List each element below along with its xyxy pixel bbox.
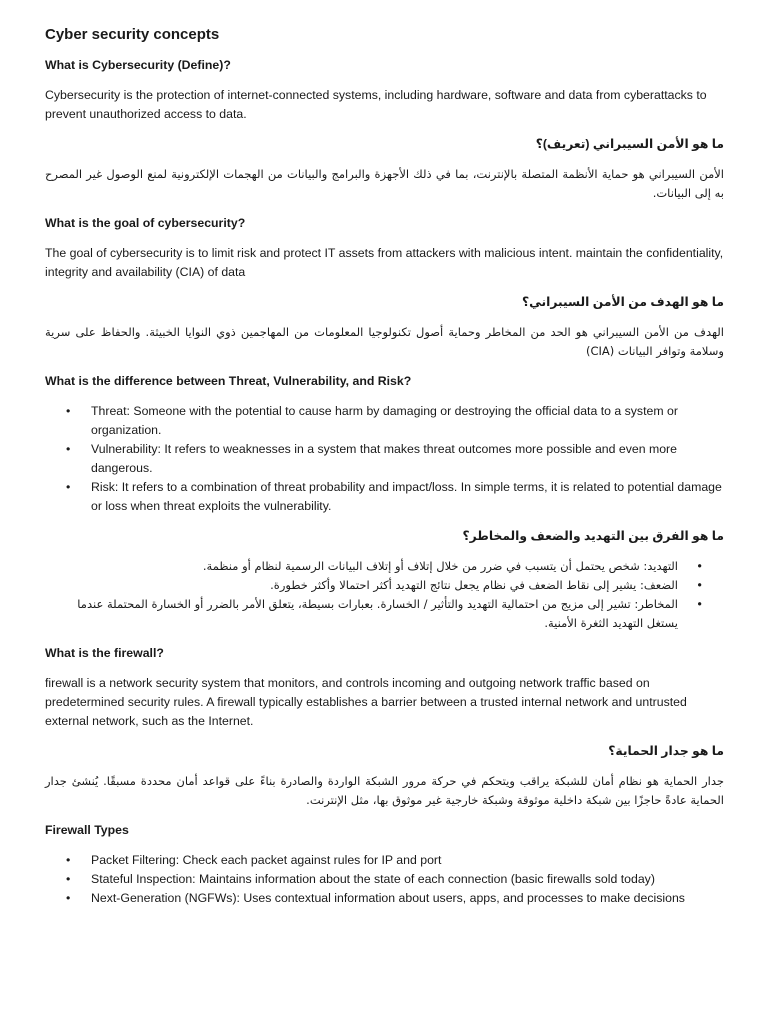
heading-goal-ar: ما هو الهدف من الأمن السيبراني؟ <box>521 295 724 309</box>
heading-difference-en: What is the difference between Threat, Vulnerability, and Risk? <box>45 374 412 388</box>
heading-define-en: What is Cybersecurity (Define)? <box>45 58 231 72</box>
heading-firewall-en: What is the firewall? <box>45 646 164 660</box>
paragraph-firewall-ar: جدار الحماية هو نظام أمان للشبكة يراقب ويتحكم في حركة مرور الشبكة الواردة والصادرة بناءً على قواعد أمان محددة مسبقًا. يُنشئ جدار الحماية عادةً حاجزًا بين شبكة داخلية موثوقة وشبكة خارجية غير موثوق بها، مثل الإنترنت. <box>45 774 724 807</box>
heading-firewall-types: Firewall Types <box>45 823 129 837</box>
list-item-stateful-inspection: • Stateful Inspection: Maintains information about the state of each connection (basic firewalls sold today) <box>45 870 724 889</box>
difference-list-ar <box>45 557 724 633</box>
list-item-next-generation: • Next-Generation (NGFWs): Uses contextual information about users, apps, and processes to make decisions <box>45 889 724 908</box>
heading-difference-ar: ما هو الفرق بين التهديد والضعف والمخاطر؟ <box>462 529 724 543</box>
heading-firewall-ar: ما هو جدار الحماية؟ <box>608 744 724 758</box>
list-item-threat-ar: • التهديد: شخص يحتمل أن يتسبب في ضرر من خلال إتلاف أو إتلاف البيانات الرسمية لنظام أو منظمة. <box>45 557 724 576</box>
paragraph-firewall-en: firewall is a network security system that monitors, and controls incoming and outgoing network traffic based on predetermined security rules. A firewall typically establishes a barrier between a trusted internal network and untrusted external network, such as the Internet. <box>45 676 687 728</box>
heading-goal-en: What is the goal of cybersecurity? <box>45 216 246 230</box>
paragraph-define-ar: الأمن السيبراني هو حماية الأنظمة المتصلة بالإنترنت، بما في ذلك الأجهزة والبرامج والبيانات من الهجمات الإلكترونية لمنع الوصول غير المصرح به إلى البيانات. <box>45 167 724 200</box>
heading-define-ar: ما هو الأمن السيبراني (تعريف)؟ <box>535 137 724 151</box>
list-item-vulnerability-en: • Vulnerability: It refers to weaknesses in a system that makes threat outcomes more possible and even more dangerous. <box>45 440 724 478</box>
paragraph-goal-en: The goal of cybersecurity is to limit risk and protect IT assets from attackers with malicious intent. maintain the confidentiality, integrity and availability (CIA) of data <box>45 246 724 279</box>
list-item-threat-en: • Threat: Someone with the potential to cause harm by damaging or destroying the official data to a system or organization. <box>45 402 724 440</box>
paragraph-define-en: Cybersecurity is the protection of internet-connected systems, including hardware, software and data from cyberattacks to prevent unauthorized access to data. <box>45 88 707 121</box>
firewall-types-list <box>45 851 724 908</box>
list-item-packet-filtering: • Packet Filtering: Check each packet against rules for IP and port <box>45 851 724 870</box>
paragraph-goal-ar: الهدف من الأمن السيبراني هو الحد من المخاطر وحماية أصول تكنولوجيا المعلومات من المهاجمين ذوي النوايا الخبيثة. والحفاظ على سرية وسلامة وتوافر البيانات (CIA) <box>45 325 724 358</box>
list-item-risk-ar: • المخاطر: تشير إلى مزيج من احتمالية التهديد والتأثير / الخسارة. بعبارات بسيطة، يتعلق الأمر بالضرر أو الخسارة المحتملة عندما يستغل التهديد الثغرة الأمنية. <box>45 595 724 633</box>
list-item-risk-en: • Risk: It refers to a combination of threat probability and impact/loss. In simple terms, it is related to potential damage or loss when threat exploits the vulnerability. <box>45 478 724 516</box>
page-title: Cyber security concepts <box>45 26 220 43</box>
list-item-vulnerability-ar: • الضعف: يشير إلى نقاط الضعف في نظام يجعل نتائج التهديد أكثر احتمالا وأكثر خطورة. <box>45 576 724 595</box>
difference-list-en <box>45 402 724 516</box>
